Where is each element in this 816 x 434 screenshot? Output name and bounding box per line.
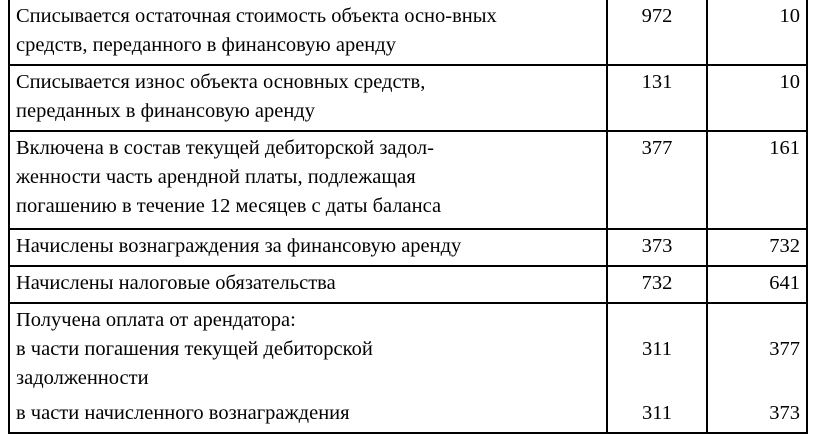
- payment-heading: Получена оплата от арендатора:: [16, 309, 296, 331]
- payment-sub2-line: в части начисленного вознаграждения: [16, 402, 350, 424]
- description-line: Списывается износ объекта основных средств,: [16, 71, 426, 93]
- table-row: [9, 229, 807, 266]
- description-line: Начислены налоговые обязательства: [16, 272, 336, 294]
- payment-sub1-line: в части погашения текущей дебиторской: [16, 338, 373, 360]
- row-description: [9, 0, 607, 65]
- amount-cell-a: 373: [607, 229, 707, 266]
- description-line: Начислены вознаграждения за финансовую аренду: [16, 235, 462, 257]
- table-row: [9, 65, 807, 131]
- amount-cell-a: 377: [607, 131, 707, 229]
- description-line: Списывается остаточная стоимость объекта осно-вных: [16, 5, 497, 27]
- amount-cell-b: 10: [707, 0, 807, 65]
- description-line: погашению в течение 12 месяцев с даты баланса: [16, 195, 442, 217]
- payment-description: [9, 303, 607, 433]
- amount-cell-b: 732: [707, 229, 807, 266]
- payment-sub1-line: задолженности: [16, 367, 149, 389]
- amount-cell-b: 161: [707, 131, 807, 229]
- amount-cell-a: 972: [607, 0, 707, 65]
- lease-entries-table: [8, 0, 808, 434]
- amount-cell-a: 131: [607, 65, 707, 131]
- table-row: [9, 266, 807, 303]
- payment-amounts-a: [607, 303, 707, 433]
- description-line: женности часть арендной платы, подлежащая: [16, 166, 416, 188]
- description-line: переданных в финансовую аренду: [16, 100, 315, 122]
- row-description: [9, 229, 607, 266]
- payment-sub1-amount-b: 377: [769, 338, 800, 360]
- payment-sub1-amount-a: 311: [642, 338, 672, 360]
- row-description: [9, 266, 607, 303]
- payment-sub2-amount-b: 373: [769, 402, 800, 424]
- table-row: [9, 0, 807, 65]
- row-description: [9, 65, 607, 131]
- table-row: [9, 131, 807, 229]
- table-row-payment: [9, 303, 807, 433]
- description-line: Включена в состав текущей дебиторской задол-: [16, 137, 434, 159]
- description-line: средств, переданного в финансовую аренду: [16, 34, 396, 56]
- payment-amounts-b: [707, 303, 807, 433]
- row-description: [9, 131, 607, 229]
- amount-cell-b: 641: [707, 266, 807, 303]
- amount-cell-a: 732: [607, 266, 707, 303]
- payment-sub2-amount-a: 311: [642, 402, 672, 424]
- amount-cell-b: 10: [707, 65, 807, 131]
